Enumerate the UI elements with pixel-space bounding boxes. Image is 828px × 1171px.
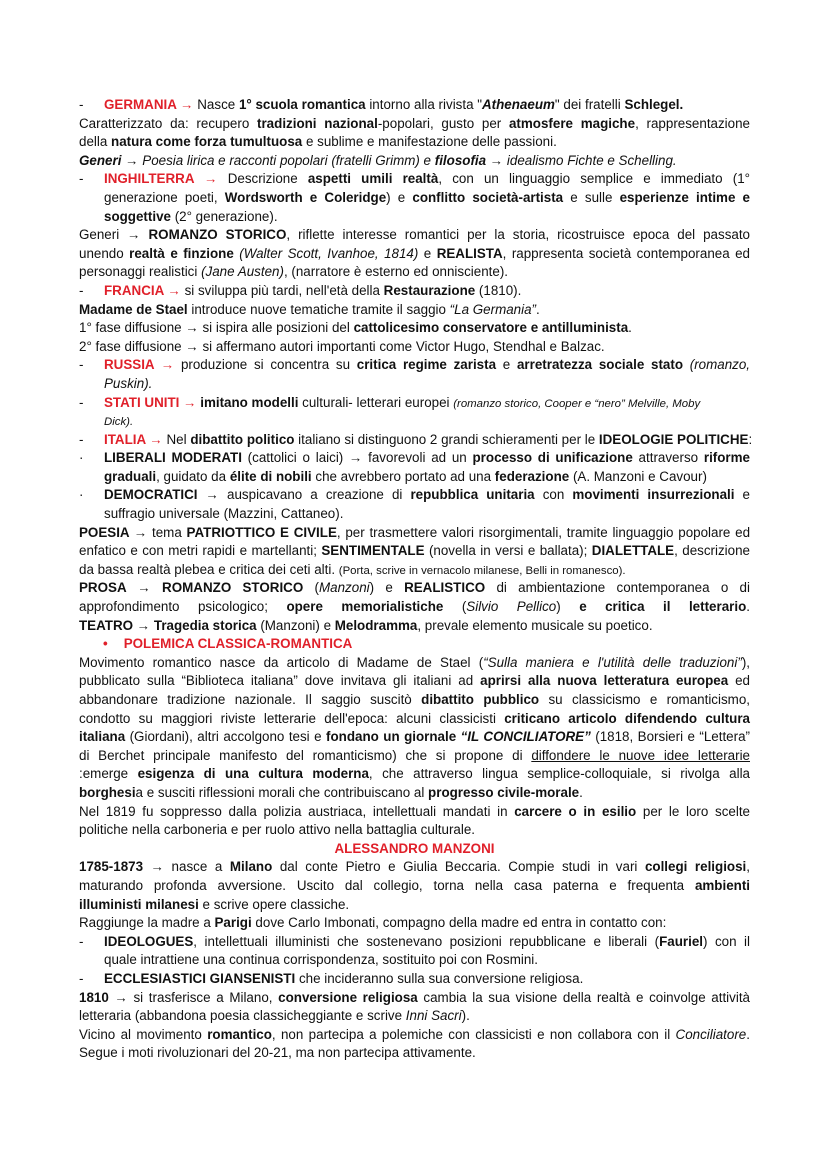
text-run: italiana bbox=[79, 729, 126, 745]
text-line bbox=[79, 152, 750, 171]
text-run: di ambientazione contemporanea o di bbox=[485, 580, 750, 596]
text-run: , non partecipa a polemiche con classicisti e non collabora con il bbox=[271, 1026, 676, 1042]
text-run: fondano un giornale bbox=[326, 729, 461, 745]
text-run: (cattolici o laici) → favorevoli ad un bbox=[241, 450, 473, 466]
text-run: e scrive opere classiche. bbox=[198, 896, 350, 912]
text-line bbox=[79, 933, 750, 952]
text-line bbox=[79, 301, 750, 320]
text-run: Nel 1819 fu soppresso dalla polizia austriaca, intellettuali mandati in bbox=[79, 803, 515, 819]
text-run: “IL CONCILIATORE” bbox=[460, 729, 591, 745]
text-line bbox=[79, 170, 750, 189]
text-run: illuministi milanesi bbox=[79, 896, 199, 912]
text-run: “Sulla maniera e l'utilità delle traduzioni” bbox=[483, 654, 742, 670]
text-run: , prevale elemento musicale su poetico. bbox=[417, 617, 653, 633]
text-run: Caratterizzato da: recupero bbox=[79, 115, 258, 131]
text-run: , (narratore è esterno ed onnisciente). bbox=[283, 264, 508, 280]
text-run: Wordsworth e Coleridge bbox=[224, 189, 387, 205]
text-run: élite di nobili bbox=[229, 468, 312, 484]
text-run: diffondere le nuove idee letterarie bbox=[531, 747, 750, 763]
text-run: → nasce a bbox=[143, 859, 230, 875]
text-run: maturando profonda avversione. Uscito dal collegio, torna nella casa paterna e frequenta bbox=[79, 877, 695, 893]
text-run: -popolari, gusto per bbox=[377, 115, 509, 131]
text-line bbox=[79, 263, 750, 282]
text-line bbox=[79, 208, 750, 227]
text-run: personaggi realistici bbox=[79, 264, 202, 280]
text-run: Silvio Pellico bbox=[466, 599, 557, 615]
text-run: criticano articolo difendendo cultura bbox=[504, 710, 750, 726]
text-run: , rappresentazione bbox=[635, 115, 750, 131]
text-run: . bbox=[746, 1026, 750, 1042]
text-run: IDEOLOGUES bbox=[104, 933, 194, 949]
text-run: Madame de Stael bbox=[79, 301, 188, 317]
text-run: ( bbox=[303, 580, 319, 596]
text-run: romantico bbox=[207, 1026, 272, 1042]
text-run: esigenza di una cultura moderna bbox=[137, 766, 369, 782]
text-run: suffragio universale (Mazzini, Cattaneo). bbox=[104, 506, 344, 522]
text-run: che incideranno sulla sua conversione religiosa. bbox=[295, 970, 584, 986]
text-line bbox=[79, 96, 750, 115]
text-run: , rappresenta società contemporanea ed bbox=[502, 245, 750, 261]
list-marker: - bbox=[79, 933, 84, 949]
text-line bbox=[79, 710, 750, 729]
text-run: Dick). bbox=[104, 416, 134, 429]
text-run: 1785-1873 bbox=[79, 859, 144, 875]
text-run: enfatico e con metri rapidi e martellanti; bbox=[79, 543, 322, 559]
text-line bbox=[79, 338, 750, 357]
text-run: “La Germania” bbox=[449, 301, 536, 317]
text-run: con bbox=[534, 487, 573, 503]
text-run: dibattito pubblico bbox=[421, 692, 540, 707]
text-run: carcere o in esilio bbox=[514, 803, 637, 819]
section-heading: POLEMICA CLASSICA-ROMANTICA bbox=[123, 636, 353, 652]
text-line bbox=[79, 635, 750, 654]
text-run: (Manzoni) e bbox=[256, 617, 335, 633]
text-run: REALISTA bbox=[436, 245, 503, 261]
text-run: DEMOCRATICI → bbox=[104, 487, 219, 503]
text-run: aspetti umili realtà bbox=[307, 171, 439, 187]
text-run: 1° fase diffusione → si ispira alle posizioni del bbox=[79, 320, 354, 336]
text-run: : bbox=[748, 431, 753, 447]
text-run: TEATRO → Tragedia storica bbox=[79, 617, 257, 633]
text-run: filosofia bbox=[434, 152, 487, 168]
text-run: ), bbox=[741, 654, 750, 670]
text-run: abbandonare tradizione nazionale. Il saggio suscitò bbox=[79, 692, 422, 707]
list-marker: · bbox=[79, 487, 84, 503]
text-line bbox=[79, 840, 750, 859]
list-marker: - bbox=[79, 171, 84, 187]
section-heading: STATI UNITI → bbox=[104, 394, 201, 410]
text-line bbox=[79, 189, 750, 208]
list-marker: - bbox=[79, 431, 84, 447]
text-run: da bassa realtà plebea e critica dei ceti alti. bbox=[79, 561, 339, 577]
text-line bbox=[79, 375, 750, 394]
text-run: (Jane Austen) bbox=[201, 264, 284, 280]
text-run: 2° fase diffusione → si affermano autori importanti come Victor Hugo, Stendhal e Balzac. bbox=[79, 338, 605, 354]
text-line bbox=[79, 561, 750, 580]
text-run: si sviluppa più tardi, nell'età della bbox=[184, 282, 384, 298]
text-run: Segue i moti rivoluzionari del 20-21, ma non partecipa attivamente. bbox=[79, 1045, 476, 1061]
text-run: repubblica unitaria bbox=[410, 487, 535, 503]
text-run: ). bbox=[461, 1008, 470, 1024]
text-run: , intellettuali illuministi che sostenevano posizioni repubblicane e liberali ( bbox=[193, 933, 660, 949]
text-run: intorno alla rivista " bbox=[365, 97, 482, 112]
text-run: ) bbox=[556, 599, 580, 615]
text-run: IDEOLOGIE POLITICHE bbox=[598, 431, 749, 447]
text-run: PATRIOTTICO E CIVILE bbox=[186, 524, 337, 540]
text-line bbox=[79, 672, 750, 691]
text-run: di Berchet principale manifesto del romanticismo) che si propone di bbox=[79, 747, 532, 763]
text-run: e bbox=[418, 245, 437, 261]
text-run: critica regime zarista bbox=[356, 357, 497, 373]
text-run: , bbox=[746, 859, 751, 875]
text-run: , riflette interesse romantici per la storia, ricostruisce epoca del passato bbox=[286, 227, 750, 243]
section-heading: RUSSIA → bbox=[104, 357, 181, 373]
text-run: PROSA → ROMANZO STORICO bbox=[79, 580, 304, 596]
text-line bbox=[79, 747, 750, 766]
text-line bbox=[79, 1007, 750, 1026]
text-run: , descrizione bbox=[674, 543, 750, 559]
text-line bbox=[79, 914, 750, 933]
text-run: quale intrattiene una continua corrispondenza, sostituito poi con Rosmini. bbox=[104, 952, 538, 968]
text-run: (A. Manzoni e Cavour) bbox=[569, 468, 707, 484]
document-page bbox=[79, 96, 753, 1063]
text-run: " dei fratelli bbox=[554, 97, 625, 112]
text-run: politiche nella carboneria e per ruolo attivo nella battaglia culturale. bbox=[79, 822, 476, 838]
text-run: Vicino al movimento bbox=[79, 1026, 208, 1042]
text-line bbox=[79, 765, 750, 784]
text-run: aprirsi alla nuova letteratura europea bbox=[480, 673, 729, 689]
text-run: introduce nuove tematiche tramite il saggio bbox=[187, 301, 450, 317]
text-line bbox=[79, 989, 750, 1008]
text-run: Athenaeum bbox=[482, 97, 555, 112]
text-run: Descrizione bbox=[227, 171, 308, 187]
text-run: Generi → bbox=[79, 152, 143, 168]
text-run: Poesia lirica e racconti popolari (fratelli Grimm) e bbox=[142, 152, 435, 168]
text-run: conversione religiosa bbox=[278, 989, 418, 1005]
text-run: e critica il letterario bbox=[579, 599, 747, 615]
text-run: ( bbox=[443, 599, 467, 615]
text-line bbox=[79, 394, 750, 413]
text-run: pubblicato sulla “Biblioteca italiana” dove invitava gli italiani ad bbox=[79, 673, 481, 689]
text-run: dove Carlo Imbonati, compagno della madre ed entra in contatto con: bbox=[251, 915, 667, 931]
text-run: (romanzo, bbox=[683, 357, 751, 373]
text-run: (2° generazione). bbox=[170, 208, 278, 224]
text-run: letteraria (abbandona poesia classicheggiante e scrive bbox=[79, 1008, 406, 1024]
section-heading: FRANCIA → bbox=[104, 282, 185, 298]
text-line bbox=[79, 226, 750, 245]
text-run: ambienti bbox=[694, 877, 750, 893]
text-run: Movimento romantico nasce da articolo di Madame de Stael ( bbox=[79, 654, 484, 670]
text-line bbox=[79, 1026, 750, 1045]
text-run: Generi → bbox=[79, 227, 149, 243]
text-run: italiano si distinguono 2 grandi schieramenti per le bbox=[294, 431, 599, 447]
list-marker: - bbox=[79, 970, 84, 986]
list-marker: · bbox=[79, 450, 84, 466]
text-run: ROMANZO STORICO bbox=[148, 227, 287, 243]
text-run: → idealismo Fichte e Schelling. bbox=[486, 152, 677, 168]
text-run: progresso civile-morale bbox=[428, 784, 580, 800]
text-run: atmosfere magiche bbox=[508, 115, 636, 131]
text-run: Schlegel. bbox=[624, 97, 684, 112]
text-run: 1810 bbox=[79, 989, 109, 1005]
list-marker: - bbox=[79, 282, 84, 298]
text-line bbox=[79, 654, 750, 673]
text-line bbox=[79, 728, 750, 747]
text-run: auspicavano a creazione di bbox=[218, 487, 411, 503]
text-line bbox=[79, 784, 750, 803]
text-run: (1818, Borsieri e “Lettera” bbox=[590, 729, 750, 745]
text-line bbox=[79, 858, 750, 877]
text-run: su classicismo e romanticismo, bbox=[539, 692, 750, 707]
text-run: , che attraverso lingua semplice-colloquiale, si rivolga alla bbox=[368, 766, 751, 782]
text-run: . bbox=[536, 301, 540, 317]
text-line bbox=[79, 579, 750, 598]
text-line bbox=[79, 598, 750, 617]
text-run: ECCLESIASTICI GIANSENISTI bbox=[104, 970, 296, 986]
text-run: (Porta, scrive in vernacolo milanese, Belli in romanesco). bbox=[338, 564, 626, 577]
section-heading: GERMANIA → bbox=[104, 97, 198, 112]
text-run: movimenti insurrezionali bbox=[572, 487, 735, 503]
text-line bbox=[79, 486, 750, 505]
text-run: dibattito politico bbox=[190, 431, 295, 447]
text-run: realtà e finzione bbox=[129, 245, 234, 261]
text-run: ) con il bbox=[702, 933, 750, 949]
list-marker: - bbox=[79, 97, 84, 112]
text-line bbox=[79, 115, 750, 134]
text-run: Nel bbox=[166, 431, 191, 447]
text-run: DIALETTALE bbox=[591, 543, 675, 559]
text-run: tradizioni nazional bbox=[257, 115, 378, 131]
text-run: (romanzo storico, Cooper e “nero” Melville, Moby bbox=[453, 397, 701, 410]
text-line bbox=[79, 803, 750, 822]
text-run: opere memorialistiche bbox=[286, 599, 444, 615]
text-line bbox=[79, 877, 750, 896]
text-run: imitano modelli bbox=[200, 394, 299, 410]
text-run: Raggiunge la madre a bbox=[79, 915, 215, 931]
text-run: Puskin). bbox=[104, 375, 153, 391]
text-run: Nasce bbox=[197, 97, 239, 112]
text-run: → si trasferisce a Milano, bbox=[108, 989, 279, 1005]
text-run: a e susciti riflessioni morali che contribuiscano al bbox=[135, 784, 429, 800]
text-line bbox=[79, 1044, 750, 1063]
text-run: ) e bbox=[369, 580, 405, 596]
section-heading: ITALIA → bbox=[104, 431, 167, 447]
text-run: conflitto società-artista bbox=[412, 189, 564, 205]
text-run: ) e bbox=[386, 189, 413, 205]
section-heading: ALESSANDRO MANZONI bbox=[334, 840, 495, 856]
text-line bbox=[79, 951, 750, 970]
text-run: condotto su maggiori riviste letterarie dell'epoca: alcuni classicisti bbox=[79, 710, 505, 726]
text-line bbox=[79, 431, 753, 450]
text-run: processo di unificazione bbox=[472, 450, 633, 466]
text-run: arretratezza sociale stato bbox=[516, 357, 683, 373]
text-line bbox=[79, 617, 750, 636]
text-line bbox=[79, 970, 750, 989]
text-run: dal conte Pietro e Giulia Beccaria. Compie studi in vari bbox=[272, 859, 645, 875]
text-run: approfondimento psicologico; bbox=[79, 599, 287, 615]
text-run: (novella in versi e ballata); bbox=[424, 543, 592, 559]
text-line bbox=[79, 691, 750, 710]
text-run: Conciliatore bbox=[675, 1026, 747, 1042]
text-line bbox=[79, 245, 750, 264]
text-line bbox=[79, 449, 750, 468]
text-run: e sulle bbox=[563, 189, 620, 205]
text-run: Parigi bbox=[214, 915, 252, 931]
text-run: Fauriel bbox=[659, 933, 703, 949]
text-line bbox=[79, 524, 750, 543]
text-line bbox=[79, 542, 750, 561]
text-run: unendo bbox=[79, 245, 130, 261]
text-line bbox=[79, 896, 750, 915]
text-run: attraverso bbox=[632, 450, 704, 466]
text-run: federazione bbox=[494, 468, 570, 484]
text-run: (Giordani), altri accolgono tesi e bbox=[125, 729, 327, 745]
text-run: generazione poeti, bbox=[104, 189, 225, 205]
text-run: cambia la sua visione della realtà e coinvolge attività bbox=[417, 989, 750, 1005]
text-run: LIBERALI MODERATI bbox=[104, 450, 242, 466]
text-run: che avrebbero portato ad una bbox=[311, 468, 495, 484]
text-run: Melodramma bbox=[334, 617, 418, 633]
text-run: :emerge bbox=[79, 766, 138, 782]
text-run: Inni Sacri bbox=[405, 1008, 462, 1024]
text-run: riforme bbox=[703, 450, 750, 466]
section-heading: INGHILTERRA → bbox=[104, 171, 228, 187]
text-line bbox=[79, 468, 750, 487]
list-marker: - bbox=[79, 394, 84, 410]
bullet-icon: • bbox=[103, 636, 108, 652]
text-run: e bbox=[734, 487, 751, 503]
text-run: Restaurazione bbox=[383, 282, 476, 298]
text-run: ed bbox=[728, 673, 750, 689]
text-run: e sublime e manifestazione delle passioni. bbox=[302, 134, 557, 150]
text-run: . bbox=[579, 784, 583, 800]
text-run: SENTIMENTALE bbox=[321, 543, 425, 559]
list-marker: - bbox=[79, 357, 84, 373]
text-run: borghesi bbox=[79, 784, 136, 800]
text-run: produzione si concentra su bbox=[180, 357, 357, 373]
text-run: (1810). bbox=[475, 282, 522, 298]
text-line bbox=[79, 356, 750, 375]
text-line bbox=[79, 505, 750, 524]
text-run: e bbox=[496, 357, 517, 373]
text-run: , per trasmettere valori risorgimentali, tramite linguaggio popolare ed bbox=[336, 524, 751, 540]
text-line bbox=[79, 133, 750, 152]
text-run: Manzoni bbox=[319, 580, 370, 596]
text-run: Milano bbox=[229, 859, 273, 875]
text-run: REALISTICO bbox=[404, 580, 486, 596]
text-line bbox=[79, 821, 750, 840]
text-run: culturali- letterari europei bbox=[298, 394, 454, 410]
text-run: tema bbox=[152, 524, 187, 540]
text-line bbox=[79, 412, 750, 431]
text-run: POESIA → bbox=[79, 524, 152, 540]
text-run: (Walter Scott, Ivanhoe, 1814) bbox=[233, 245, 419, 261]
text-run: 1° scuola romantica bbox=[238, 97, 366, 112]
text-run: graduali bbox=[104, 468, 157, 484]
text-run: . bbox=[628, 320, 632, 336]
text-run: esperienze intime e bbox=[619, 189, 751, 205]
text-run: , con un linguaggio semplice e immediato (1° bbox=[438, 171, 750, 187]
text-run: soggettive bbox=[104, 208, 171, 224]
text-line bbox=[79, 319, 750, 338]
text-run: , guidato da bbox=[156, 468, 230, 484]
text-run: . bbox=[746, 599, 751, 615]
text-run: cattolicesimo conservatore e antilluminista bbox=[353, 320, 629, 336]
text-run: per le loro scelte bbox=[636, 803, 750, 819]
text-run: collegi religiosi bbox=[644, 859, 747, 875]
text-run: della bbox=[79, 134, 112, 150]
text-line bbox=[79, 282, 750, 301]
text-run: natura come forza tumultuosa bbox=[111, 134, 303, 150]
